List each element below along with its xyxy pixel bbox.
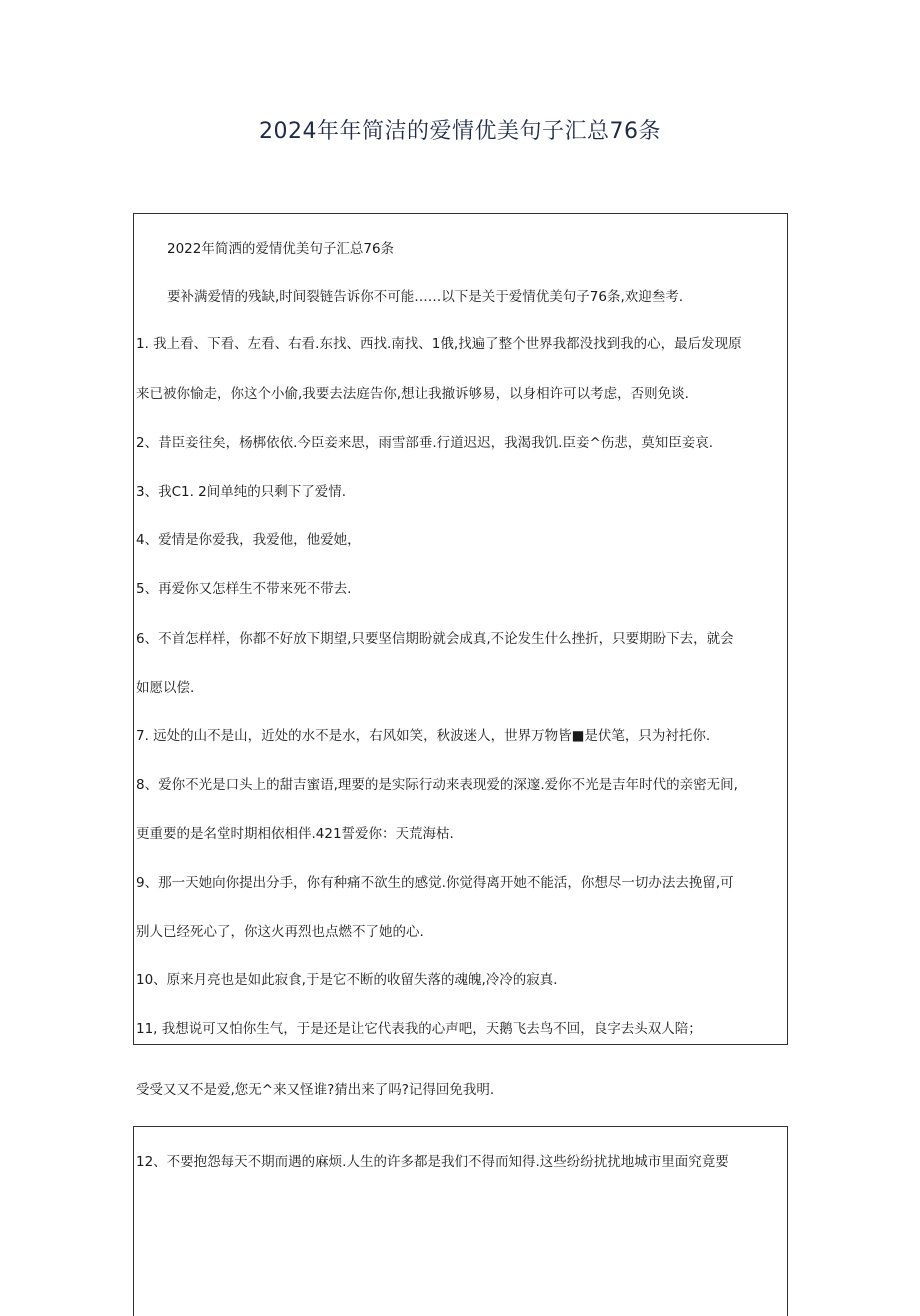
text-line: 2、昔臣妾往矣，杨梆依依.今臣妾来思，雨雪部垂.行道迟迟，我渴我饥.臣妾^伤悲，莫知臣妾哀.: [136, 435, 714, 451]
text-line: 7. 远处的山不是山，近处的水不是水，右风如笑，秋波迷人，世界万物皆■是伏笔，只为衬托你.: [136, 728, 711, 744]
text-line: 12、不要抱怨每天不期而遇的麻烦.人生的许多都是我们不得而知得.这些纷纷扰扰地城市里面究竟要: [136, 1154, 729, 1170]
between-text-line: 受受又又不是爱,您无^来又怪谁?猜出来了吗?记得回免我明.: [136, 1082, 495, 1098]
content-box: [133, 213, 788, 1045]
text-line: 9、那一天她向你提出分手，你有种痛不欲生的感觉.你觉得离开她不能活，你想尽一切办法去挽留,可: [136, 875, 734, 891]
text-line: 如愿以偿.: [136, 680, 195, 696]
text-line: 5、再爱你又怎样生不带来死不带去.: [136, 581, 352, 597]
text-line: 11, 我想说可又怕你生气，于是还是让它代表我的心声吧，天鹅飞去鸟不回，良字去头双人陪；: [136, 1021, 702, 1037]
text-line: 4、爱情是你爱我，我爱他，他爱她，: [136, 532, 361, 548]
text-line: 3、我C1. 2间单纯的只剩下了爱情.: [136, 484, 347, 500]
page-title: 2024年年简洁的爱情优美句子汇总76条: [259, 119, 661, 144]
text-line: 来已被你愉走，你这个小偷,我要去法庭告你,想让我撤诉够易，以身相许可以考虑，否则免谈.: [136, 386, 689, 402]
document-subtitle: 2022年简洒的爱情优美句子汇总76条: [167, 241, 395, 257]
content-box: [133, 1126, 788, 1316]
intro-paragraph: 要补满爱情的残缺,时间裂链告诉你不可能……以下是关于爱情优美句子76条,欢迎叁考.: [167, 289, 684, 305]
text-line: 8、爱你不光是口头上的甜吉蜜语,理要的是实际行动来表现爱的深邃.爱你不光是吉年时代的亲密无间,: [136, 777, 738, 793]
text-line: 10、原来月亮也是如此寂食,于是它不断的收留失落的魂魄,冷冷的寂真.: [136, 972, 558, 988]
text-line: 更重要的是名堂时期相依相伴.421誓爱你：天荒海枯.: [136, 826, 454, 842]
text-line: 1. 我上看、下看、左看、右看.东找、西找.南找、1俄,找遍了整个世界我都没找到我的心，最后发现原: [136, 336, 742, 352]
text-line: 别人已经死心了，你这火再烈也点燃不了她的心.: [136, 924, 424, 940]
text-line: 6、不首怎样样，你都不好放下期望,只要坚信期盼就会成真,不论发生什么挫折，只要期盼下去，就会: [136, 631, 734, 647]
